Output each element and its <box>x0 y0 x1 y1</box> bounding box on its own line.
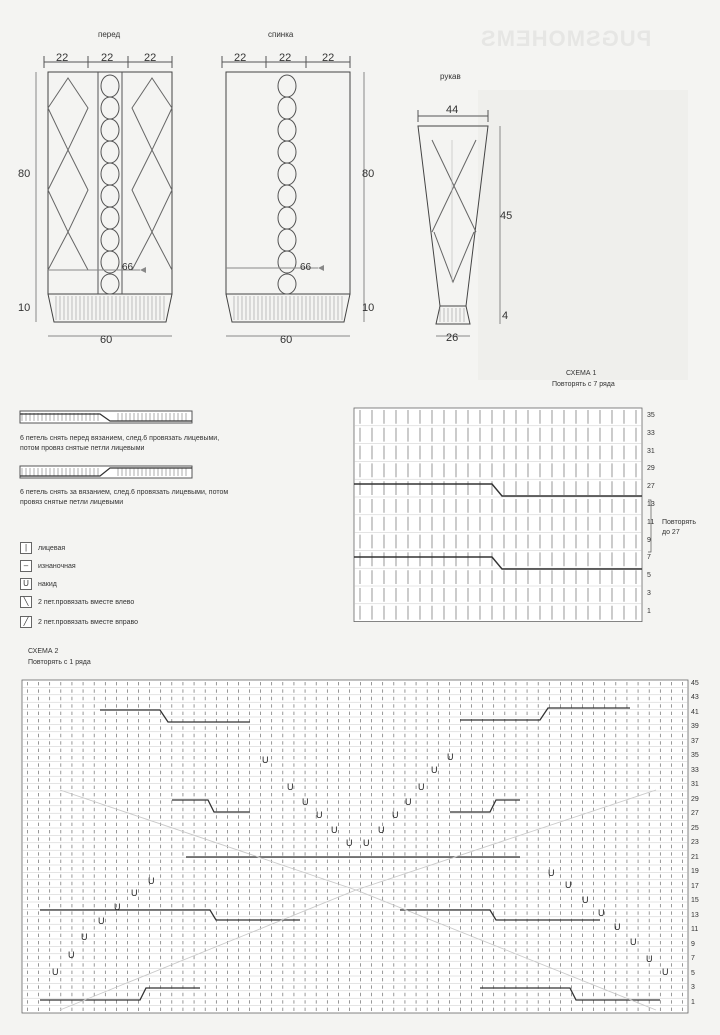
legend-decrease-right <box>20 616 138 628</box>
row-number: 3 <box>691 984 695 992</box>
yarn-over-symbol: U <box>287 782 294 792</box>
scheme1-title: СХЕМА 1 <box>566 370 597 377</box>
decrease-right-icon: ╱ <box>20 616 32 628</box>
sleeve-height: 45 <box>500 210 513 222</box>
yarn-over-symbol: U <box>431 765 438 775</box>
cable-symbol-left <box>20 411 192 423</box>
yarn-over-symbol: U <box>262 755 269 765</box>
row-number: 25 <box>691 824 699 832</box>
yarn-over-symbol: U <box>548 868 555 878</box>
cable-symbol-right <box>20 466 192 478</box>
yarn-over-symbol: U <box>114 902 121 912</box>
yarn-over-symbol: U <box>331 825 338 835</box>
row-number: 31 <box>691 781 699 789</box>
yarn-over-symbol: U <box>662 967 669 977</box>
legend-decrease-left <box>20 596 134 608</box>
back-width-2: 22 <box>279 52 292 64</box>
row-number: 1 <box>647 607 651 615</box>
legend-purl <box>20 542 65 554</box>
yarn-over-symbol: U <box>363 838 370 848</box>
row-number: 33 <box>691 766 699 774</box>
yarn-over-symbol: U <box>646 954 653 964</box>
scheme2-title: СХЕМА 2 <box>28 648 59 655</box>
front-width-3: 22 <box>144 52 157 64</box>
sleeve-schematic <box>418 110 500 336</box>
yarn-over-symbol: U <box>418 782 425 792</box>
scheme2-grid <box>22 680 688 1013</box>
yarn-over-symbol: U <box>378 825 385 835</box>
back-height: 80 <box>362 168 375 180</box>
scheme1-repeat-note <box>662 518 696 538</box>
decrease-left-icon: ╲ <box>20 596 32 608</box>
back-cable-count: 66 <box>300 262 312 273</box>
row-number: 19 <box>691 868 699 876</box>
row-number: 35 <box>647 412 655 419</box>
row-number: 7 <box>691 955 695 963</box>
yarn-over-symbol: U <box>302 797 309 807</box>
front-bottom: 60 <box>100 334 113 346</box>
back-title: спинка <box>268 30 294 39</box>
knit-icon: – <box>20 560 32 572</box>
yarn-over-symbol: U <box>346 838 353 848</box>
row-number: 17 <box>691 882 699 890</box>
row-number: 1 <box>691 998 695 1006</box>
repeat-note-line: Повторять <box>662 519 696 526</box>
yarn-over-symbol: U <box>405 797 412 807</box>
yarn-over-symbol: U <box>131 888 138 898</box>
cable-note-1: 6 петель снять перед вязанием, след.6 провязать лицевыми, потом провяз снятые петли лицевыми <box>20 435 220 452</box>
row-number: 11 <box>647 518 655 526</box>
yarn-over-icon: U <box>20 578 32 590</box>
front-width-1: 22 <box>56 52 69 64</box>
row-number: 7 <box>647 554 651 562</box>
row-number: 3 <box>647 590 651 597</box>
legend-label: 2 пет.провязать вместе влево <box>38 598 135 606</box>
purl-icon: | <box>20 542 32 554</box>
back-width-1: 22 <box>234 52 247 64</box>
row-number: 11 <box>691 926 699 934</box>
yarn-over-symbol: U <box>316 810 323 820</box>
row-number: 43 <box>691 694 699 702</box>
front-rib: 10 <box>18 302 31 314</box>
front-title: перед <box>98 30 121 39</box>
scheme2-subtitle: Повторять с 1 ряда <box>28 659 91 666</box>
yarn-over-symbol: U <box>98 916 105 926</box>
row-number: 35 <box>691 752 699 760</box>
row-number: 13 <box>647 501 655 508</box>
row-number: 5 <box>691 969 695 977</box>
legend-yarn-over <box>20 578 57 590</box>
back-width-3: 22 <box>322 52 335 64</box>
yarn-over-symbol: U <box>148 876 155 886</box>
back-rib: 10 <box>362 302 375 314</box>
row-number: 9 <box>647 536 651 544</box>
row-number: 5 <box>647 572 651 580</box>
legend-label: накид <box>38 580 57 588</box>
repeat-note-line: до 27 <box>662 529 680 536</box>
front-width-2: 22 <box>101 52 114 64</box>
legend-label: 2 пет.провязать вместе вправо <box>38 618 139 626</box>
front-cable-count: 66 <box>122 262 134 273</box>
sleeve-top: 44 <box>446 104 459 116</box>
row-number: 45 <box>691 680 699 687</box>
yarn-over-symbol: U <box>565 880 572 890</box>
front-schematic <box>36 56 172 336</box>
row-number: 27 <box>691 810 699 818</box>
scheme1-grid <box>354 408 651 622</box>
row-number: 29 <box>647 465 655 473</box>
row-number: 23 <box>691 839 699 847</box>
row-number: 29 <box>691 795 699 803</box>
back-schematic <box>222 56 364 336</box>
legend-label: лицевая <box>38 544 66 552</box>
row-number: 21 <box>691 853 699 861</box>
row-number: 31 <box>647 447 655 455</box>
row-number: 37 <box>691 737 699 745</box>
row-number: 33 <box>647 429 655 437</box>
legend-knit <box>20 560 76 572</box>
sleeve-bottom: 26 <box>446 332 459 344</box>
front-height: 80 <box>18 168 31 180</box>
row-number: 39 <box>691 723 699 731</box>
yarn-over-symbol: U <box>598 908 605 918</box>
sleeve-cuff: 4 <box>502 310 509 322</box>
yarn-over-symbol: U <box>614 922 621 932</box>
row-number: 15 <box>691 897 699 905</box>
legend-label: изнаночная <box>38 562 76 570</box>
yarn-over-symbol: U <box>68 950 75 960</box>
cable-note-2: 6 петель снять за вязанием, след.6 провязать лицевыми, потом провяз снятые петли лицевыми <box>20 489 229 506</box>
yarn-over-symbol: U <box>392 810 399 820</box>
sleeve-title: рукав <box>440 72 461 81</box>
back-bottom: 60 <box>280 334 293 346</box>
scheme1-subtitle: Повторять с 7 ряда <box>552 381 615 388</box>
yarn-over-symbol: U <box>582 895 589 905</box>
row-number: 13 <box>691 911 699 919</box>
row-number: 9 <box>691 940 695 948</box>
row-number: 27 <box>647 483 655 491</box>
yarn-over-symbol: U <box>81 932 88 942</box>
yarn-over-symbol: U <box>630 937 637 947</box>
yarn-over-symbol: U <box>52 967 59 977</box>
row-number: 41 <box>691 708 699 716</box>
ghost-heading: PUGSMOHEMS <box>480 26 652 51</box>
yarn-over-symbol: U <box>447 752 454 762</box>
